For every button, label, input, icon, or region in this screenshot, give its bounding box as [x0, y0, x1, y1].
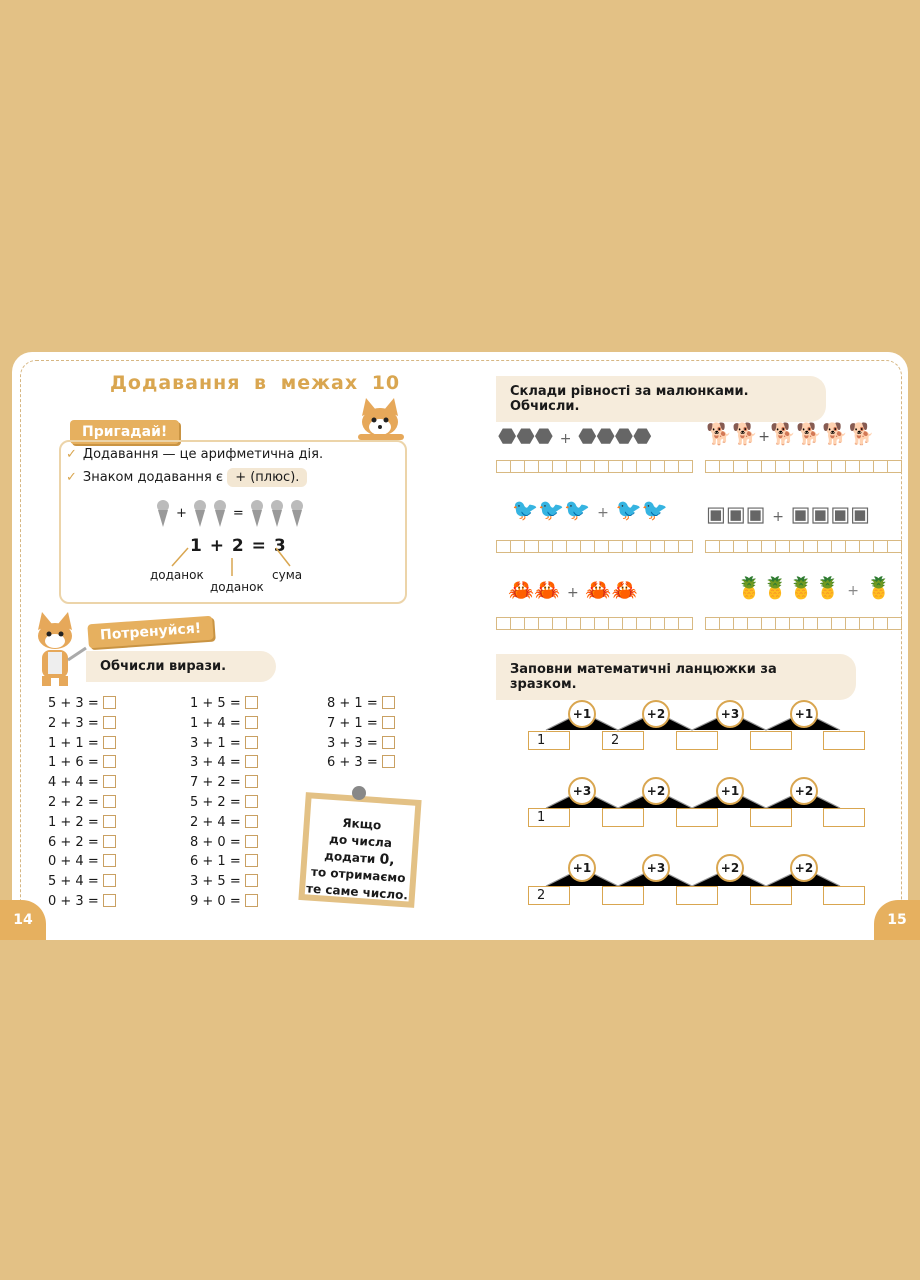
answer-box[interactable]: [245, 696, 258, 709]
bird-icon: 🐦🐦: [615, 498, 668, 522]
check-icon: ✓: [66, 470, 77, 485]
answer-box[interactable]: [245, 716, 258, 729]
fox-icon: [352, 396, 408, 444]
chain-op-node: +1: [568, 854, 596, 882]
expression-row: 2 + 3 =: [48, 714, 116, 734]
chain-value-box[interactable]: 1: [528, 731, 570, 750]
pineapple-icon: 🍍🍍🍍🍍: [736, 576, 841, 600]
remember-tag: Пригадай!: [70, 420, 179, 444]
chain-value-box[interactable]: [750, 731, 792, 750]
raspberry-icon: ⬣⬣⬣⬣: [578, 424, 652, 448]
tip-note: Якщо до числа додати 0, то отримаємо те саме число.: [298, 792, 421, 908]
crab-icon: 🦀🦀: [585, 578, 638, 602]
ice-cream-icon: [213, 498, 227, 528]
dog-icon: 🐕🐕🐕🐕: [770, 422, 875, 446]
expression-row: 3 + 4 =: [190, 753, 258, 773]
ice-cream-icon: [156, 498, 170, 528]
chain-value-box[interactable]: [676, 808, 718, 827]
chain-value-box[interactable]: 1: [528, 808, 570, 827]
expression-row: 3 + 1 =: [190, 734, 258, 754]
plus-sign-chip: + (плюс).: [227, 468, 307, 487]
answer-box[interactable]: [245, 835, 258, 848]
answer-box[interactable]: [245, 854, 258, 867]
page-title: Додавання в межах 10: [110, 372, 401, 394]
answer-strip[interactable]: [705, 540, 901, 553]
chain-value-box[interactable]: [676, 731, 718, 750]
chain-op-node: +3: [642, 854, 670, 882]
answer-box[interactable]: [103, 755, 116, 768]
task-compute: Обчисли вирази.: [86, 651, 276, 682]
expression-row: 8 + 1 =: [327, 694, 395, 714]
expression-row: 5 + 2 =: [190, 793, 258, 813]
expression-row: 1 + 5 =: [190, 694, 258, 714]
answer-strip[interactable]: [705, 617, 901, 630]
answer-box[interactable]: [103, 874, 116, 887]
chain-value-box[interactable]: [602, 886, 644, 905]
expression-row: 7 + 2 =: [190, 773, 258, 793]
expression-row: 1 + 6 =: [48, 753, 116, 773]
chain-value-box[interactable]: [823, 731, 865, 750]
chain-value-box[interactable]: [823, 886, 865, 905]
task-equations: Склади рівності за малюнками. Обчисли.: [496, 376, 826, 422]
answer-box[interactable]: [103, 716, 116, 729]
page-number-left: 14: [0, 900, 46, 940]
answer-box[interactable]: [103, 775, 116, 788]
expression-row: 1 + 2 =: [48, 813, 116, 833]
chain-value-box[interactable]: [750, 886, 792, 905]
chain-op-node: +2: [716, 854, 744, 882]
answer-strip[interactable]: [705, 460, 901, 473]
expression-row: 2 + 4 =: [190, 813, 258, 833]
ice-cream-icon: [250, 498, 264, 528]
expression-row: 1 + 1 =: [48, 734, 116, 754]
chain-value-box[interactable]: [602, 808, 644, 827]
jar-icon: ▣▣▣▣: [790, 502, 871, 526]
ice-cream-icon: [193, 498, 207, 528]
answer-box[interactable]: [103, 795, 116, 808]
fox-teacher-icon: [28, 612, 88, 692]
chain-op-node: +2: [790, 777, 818, 805]
expression-row: 0 + 3 =: [48, 892, 116, 912]
answer-box[interactable]: [103, 894, 116, 907]
expression-row: 7 + 1 =: [327, 714, 395, 734]
expression-row: 9 + 0 =: [190, 892, 258, 912]
expression-row: 3 + 5 =: [190, 872, 258, 892]
answer-box[interactable]: [382, 755, 395, 768]
raspberry-group: ⬣⬣⬣ + ⬣⬣⬣⬣: [498, 424, 652, 448]
expression-row: 4 + 4 =: [48, 773, 116, 793]
chain-op-node: +3: [716, 700, 744, 728]
answer-box[interactable]: [245, 755, 258, 768]
expression-row: 5 + 4 =: [48, 872, 116, 892]
chain-value-box[interactable]: [823, 808, 865, 827]
answer-box[interactable]: [382, 736, 395, 749]
pin-icon: [352, 786, 366, 800]
example-equation: 1 + 2 = 3: [190, 536, 287, 556]
rule-2: ✓ Знаком додавання є + (плюс).: [66, 470, 307, 485]
answer-strip[interactable]: [496, 540, 692, 553]
chain-value-box[interactable]: 2: [602, 731, 644, 750]
expression-row: 5 + 3 =: [48, 694, 116, 714]
answer-box[interactable]: [245, 736, 258, 749]
expression-row: 6 + 3 =: [327, 753, 395, 773]
task-chains: Заповни математичні ланцюжки за зразком.: [496, 654, 856, 700]
pineapple-group: 🍍🍍🍍🍍 + 🍍: [736, 576, 892, 600]
crab-group: 🦀🦀 + 🦀🦀: [508, 578, 638, 602]
ice-cream-equation: + =: [156, 498, 304, 528]
chain-op-node: +2: [642, 700, 670, 728]
label-addend-1: доданок: [150, 568, 204, 582]
answer-box[interactable]: [103, 736, 116, 749]
expression-row: 2 + 2 =: [48, 793, 116, 813]
chain-op-node: +2: [790, 854, 818, 882]
chain-op-node: +3: [568, 777, 596, 805]
expression-row: 0 + 4 =: [48, 852, 116, 872]
expression-row: 3 + 3 =: [327, 734, 395, 754]
chain-op-node: +2: [642, 777, 670, 805]
ice-cream-icon: [270, 498, 284, 528]
expression-row: 6 + 2 =: [48, 833, 116, 853]
chain-value-box[interactable]: [676, 886, 718, 905]
expressions-col-1: [48, 694, 116, 912]
answer-box[interactable]: [245, 775, 258, 788]
expression-row: 8 + 0 =: [190, 833, 258, 853]
answer-box[interactable]: [245, 795, 258, 808]
practice-tag: Потренуйся!: [87, 616, 214, 649]
ice-cream-icon: [290, 498, 304, 528]
crab-icon: 🦀🦀: [508, 578, 561, 602]
jar-group: ▣▣▣ + ▣▣▣▣: [706, 502, 871, 526]
answer-strip[interactable]: [496, 617, 692, 630]
chain-op-node: +1: [790, 700, 818, 728]
jar-icon: ▣▣▣: [706, 502, 766, 526]
answer-box[interactable]: [245, 874, 258, 887]
answer-strip[interactable]: [496, 460, 692, 473]
dog-group: 🐕🐕+🐕🐕🐕🐕: [706, 422, 875, 446]
answer-box[interactable]: [103, 815, 116, 828]
bird-group: 🐦🐦🐦 + 🐦🐦: [512, 498, 668, 522]
label-sum: сума: [272, 568, 303, 582]
answer-box[interactable]: [103, 835, 116, 848]
expressions-col-3: [327, 694, 395, 773]
chain-value-box[interactable]: [750, 808, 792, 827]
raspberry-icon: ⬣⬣⬣: [498, 424, 554, 448]
chain-value-box[interactable]: 2: [528, 886, 570, 905]
bird-icon: 🐦🐦🐦: [512, 498, 591, 522]
label-addend-2: доданок: [210, 580, 264, 594]
answer-box[interactable]: [103, 696, 116, 709]
pineapple-icon: 🍍: [865, 576, 892, 600]
dog-icon: 🐕🐕: [706, 422, 759, 446]
expression-row: 1 + 4 =: [190, 714, 258, 734]
expressions-col-2: [190, 694, 258, 912]
chain-op-node: +1: [716, 777, 744, 805]
rule-1: ✓ Додавання — це арифметична дія.: [66, 447, 324, 462]
check-icon: ✓: [66, 447, 77, 462]
answer-box[interactable]: [382, 696, 395, 709]
answer-box[interactable]: [245, 815, 258, 828]
chain-op-node: +1: [568, 700, 596, 728]
answer-box[interactable]: [382, 716, 395, 729]
page-number-right: 15: [874, 900, 920, 940]
answer-box[interactable]: [245, 894, 258, 907]
expression-row: 6 + 1 =: [190, 852, 258, 872]
answer-box[interactable]: [103, 854, 116, 867]
